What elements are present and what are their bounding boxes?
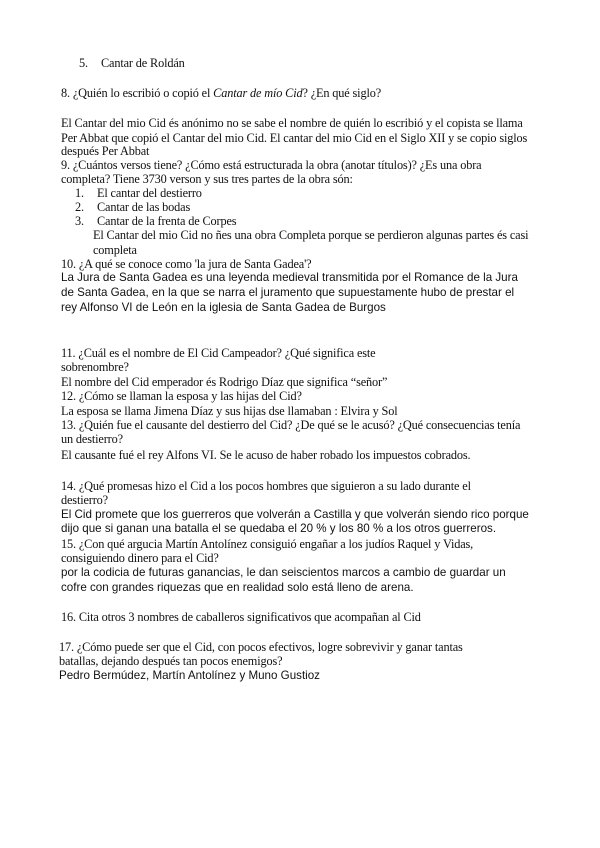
question-15-line: 15. ¿Con qué argucia Martín Antolínez consiguió engañar a los judíos Raquel y Vidas, [61,537,474,551]
work-title: Cantar de mío Cid [213,86,303,100]
list-number: 5. [79,56,88,70]
question-11-line: 11. ¿Cuál es el nombre de El Cid Campeador? ¿Qué significa este [61,346,376,360]
question-17-line: 17. ¿Cómo puede ser que el Cid, con pocos efectivos, logre sobrevivir y ganar tantas [59,640,463,654]
list-number: 1. [75,186,84,200]
question-17-line: batallas, dejando después tan pocos enemigos? [59,654,283,668]
question-text: ? ¿En qué siglo? [302,86,382,100]
answer-10-line: de Santa Gadea, en la que se narra el juramento que supuestamente hubo de prestar el [61,286,515,299]
question-10: 10. ¿A qué se conoce como 'la jura de Santa Gadea'? [61,257,312,271]
answer-8-line: Per Abbat que copió el Cantar del mio Cid. El cantar del mio Cid en el Siglo XII y se copio siglos [61,131,528,145]
answer-8-line: después Per Abbat [61,144,150,158]
question-8 [61,85,381,101]
answer-11: El nombre del Cid emperador és Rodrigo Díaz que significa “señor” [61,375,388,389]
list-item-5 [79,55,185,71]
answer-9-note-line: completa [93,243,137,257]
answer-9-note-line: El Cantar del mio Cid no ñes una obra Completa porque se perdieron algunas partes és casi [93,228,529,242]
answer-12: La esposa se llama Jimena Díaz y sus hijas dse llamaban : Elvira y Sol [61,404,398,418]
answer-10-line: rey Alfonso VI de León en la iglesia de Santa Gadea de Burgos [61,301,386,314]
question-13-line: un destierro? [61,432,123,446]
answer-14-line: El Cid promete que los guerreros que volverán a Castilla y que volverán siendo rico porque [61,508,529,521]
list-text: Cantar de la frenta de Corpes [97,214,237,228]
question-12: 12. ¿Cómo se llaman la esposa y las hijas del Cid? [61,389,302,403]
question-14-line: destierro? [61,493,108,507]
answer-15-line: por la codicia de futuras ganancias, le dan seiscientos marcos a cambio de guardar un [61,566,506,579]
question-13-line: 13. ¿Quién fue el causante del destierro del Cid? ¿De qué se le acusó? ¿Qué consecuencias tenía [61,418,521,432]
question-16: 16. Cita otros 3 nombres de caballeros significativos que acompañan al Cid [61,610,421,624]
answer-15-line: cofre con grandes riquezas que en realidad solo está lleno de arena. [61,581,414,594]
question-15-line: consiguiendo dinero para el Cid? [61,551,219,565]
question-text: 8. ¿Quién lo escribió o copió el [61,86,214,100]
answer-13: El causante fué el rey Alfons VI. Se le acuso de haber robado los impuestos cobrados. [61,448,471,462]
list-text: El cantar del destierro [97,186,202,200]
list-text: Cantar de las bodas [97,200,191,214]
answer-14-line: dijo que si ganan una batalla el se quedaba el 20 % y los 80 % a los otros guerreros. [61,522,497,535]
answer-8-line: El Cantar del mio Cid és anónimo no se sabe el nombre de quién lo escribió y el copista se llama [61,116,523,130]
question-9-line: 9. ¿Cuántos versos tiene? ¿Cómo está estructurada la obra (anotar títulos)? ¿Es una obra [61,158,482,172]
answer-17: Pedro Bermúdez, Martín Antolínez y Muno Gustioz [59,669,320,682]
list-number: 3. [75,214,84,228]
question-11-line: sobrenombre? [61,360,129,374]
answer-10-line: La Jura de Santa Gadea es una leyenda medieval transmitida por el Romance de la Jura [61,271,518,284]
question-14-line: 14. ¿Qué promesas hizo el Cid a los pocos hombres que siguieron a su lado durante el [61,479,471,493]
question-9-line: completa? Tiene 3730 verson y sus tres partes de la obra són: [61,172,353,186]
list-number: 2. [75,200,84,214]
list-text: Cantar de Roldán [101,56,185,70]
